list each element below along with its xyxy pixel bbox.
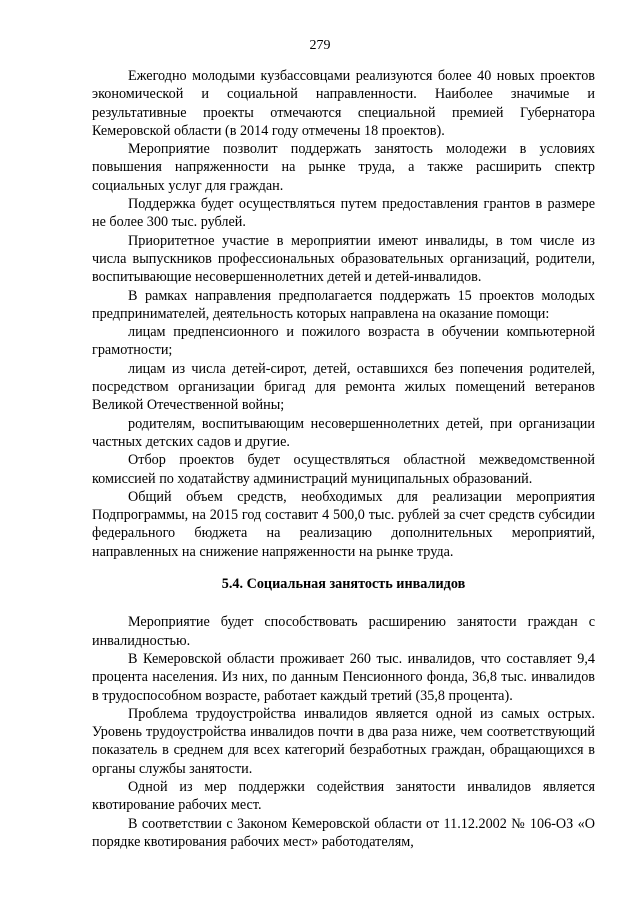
paragraph: В рамках направления предполагается поддержать 15 проектов молодых предпринимателей, деятельность которых направлена на оказание помощи: — [92, 287, 595, 322]
paragraph: Поддержка будет осуществляться путем предоставления грантов в размере не более 300 тыс. рублей. — [92, 196, 595, 231]
paragraph: Отбор проектов будет осуществляться областной межведомственной комиссией по ходатайству администраций муниципальных образований. — [92, 452, 595, 487]
paragraph: Проблема трудоустройства инвалидов является одной из самых острых. Уровень трудоустройства инвалидов почти в два раза ниже, чем соответствующий показатель в среднем для всех категорий безработных граждан, обращающихся в органы службы занятости. — [92, 705, 595, 777]
paragraph: В Кемеровской области проживает 260 тыс. инвалидов, что составляет 9,4 процента населения. Из них, по данным Пенсионного фонда, 36,8 тыс. инвалидов в трудоспособном возрасте, работает каждый третий (35,8 процента). — [92, 650, 595, 704]
list-item: лицам из числа детей-сирот, детей, оставшихся без попечения родителей, посредством организации бригад для ремонта жилых помещений ветеранов Великой Отечественной войны; — [92, 360, 595, 414]
paragraph: Мероприятие позволит поддержать занятость молодежи в условиях повышения напряженности на рынке труда, а также расширить спектр социальных услуг для граждан. — [92, 141, 595, 194]
document-body — [92, 67, 595, 851]
list-item: лицам предпенсионного и пожилого возраста в обучении компьютерной грамотности; — [92, 324, 595, 359]
paragraph: Ежегодно молодыми кузбассовцами реализуются более 40 новых проектов экономической и социальной направленности. Наиболее значимые и результативные проекты отмечаются специальной премией Губернатора Кемеровской области (в 2014 году отмечены 18 проектов). — [92, 68, 595, 139]
list-item: родителям, воспитывающим несовершеннолетних детей, при организации частных детских садов и другие. — [92, 415, 595, 450]
page-number: 279 — [309, 38, 331, 53]
paragraph: Одной из мер поддержки содействия занятости инвалидов является квотирование рабочих мест. — [92, 778, 595, 814]
paragraph: В соответствии с Законом Кемеровской области от 11.12.2002 № 106-ОЗ «О порядке квотирования рабочих мест» работодателям, — [92, 815, 595, 850]
paragraph: Общий объем средств, необходимых для реализации мероприятия Подпрограммы, на 2015 год составит 4 500,0 тыс. рублей за счет средств субсидии федерального бюджета на реализацию дополнительных мероприятий, направленных на снижение напряженности на рынке труда. — [92, 488, 595, 560]
paragraph: Приоритетное участие в мероприятии имеют инвалиды, в том числе из числа выпускников профессиональных образовательных организаций, родители, воспитывающие несовершеннолетних детей и детей-инвалидов. — [92, 232, 595, 286]
section-heading: 5.4. Социальная занятость инвалидов — [221, 576, 466, 593]
paragraph: Мероприятие будет способствовать расширению занятости граждан с инвалидностью. — [92, 614, 595, 649]
